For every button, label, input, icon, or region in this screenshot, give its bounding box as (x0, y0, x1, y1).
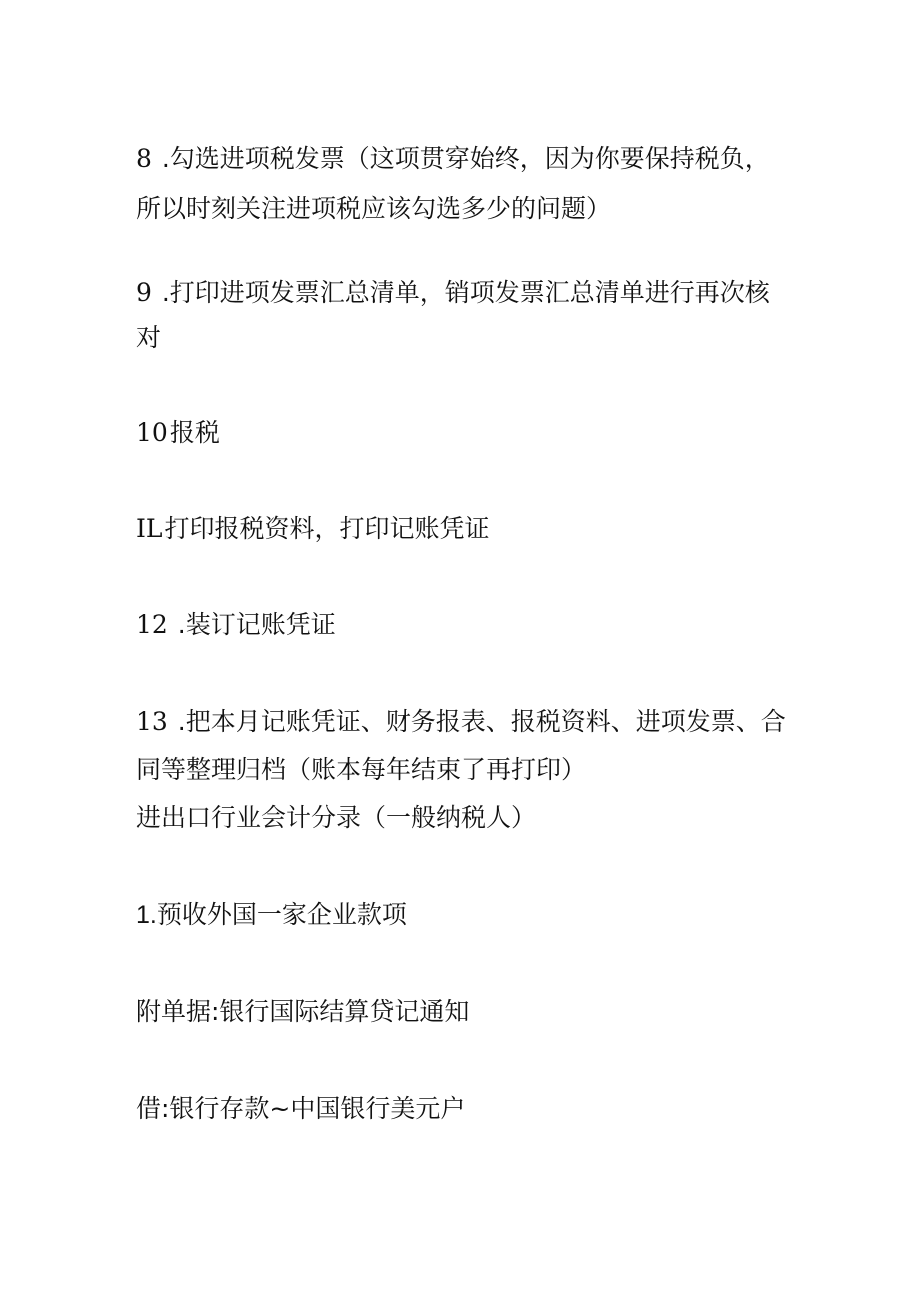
step-8-line-2 (136, 192, 611, 226)
step-9-line-1 (136, 276, 770, 310)
step-number: 12 (136, 610, 168, 639)
debit-text: 借:银行存款~中国银行美元户 (136, 1094, 466, 1123)
step-number: 8 (136, 144, 152, 173)
heading-text: 进出口行业会计分录（一般纳税人） (136, 803, 537, 832)
step-text: 所以时刻关注进项税应该勾选多少的问题） (136, 194, 612, 223)
attachment-line (136, 995, 469, 1029)
step-text: .把本月记账凭证、财务报表、报税资料、进项发票、合 (169, 707, 786, 736)
step-13-line-1 (136, 705, 786, 739)
step-12-line (136, 608, 336, 642)
step-text: 同等整理归档（账本每年结束了再打印） (136, 755, 587, 784)
section-heading (136, 801, 536, 835)
step-text: 报税 (169, 418, 220, 447)
debit-line (136, 1092, 465, 1126)
step-number: 10 (136, 418, 168, 447)
step-8-line-1 (136, 142, 770, 176)
step-9-line-2 (136, 321, 161, 355)
step-number: 13 (136, 707, 168, 736)
step-13-line-2 (136, 753, 586, 787)
entry-number: 1. (136, 901, 157, 929)
step-11-line (136, 512, 490, 546)
step-text: .打印进项发票汇总清单，销项发票汇总清单进行再次核 (153, 278, 770, 307)
step-10-line (136, 416, 220, 450)
step-text: 对 (136, 323, 162, 352)
step-number: IL (136, 514, 163, 543)
attachment-text: 附单据:银行国际结算贷记通知 (136, 997, 470, 1026)
entry-text: 预收外国一家企业款项 (156, 900, 407, 929)
step-text: .装订记账凭证 (169, 610, 336, 639)
step-text: 打印报税资料，打印记账凭证 (164, 514, 490, 543)
step-text: .勾选进项税发票（这项贯穿始终，因为你要保持税负， (153, 144, 770, 173)
entry-1-title (136, 898, 407, 932)
step-number: 9 (136, 278, 152, 307)
